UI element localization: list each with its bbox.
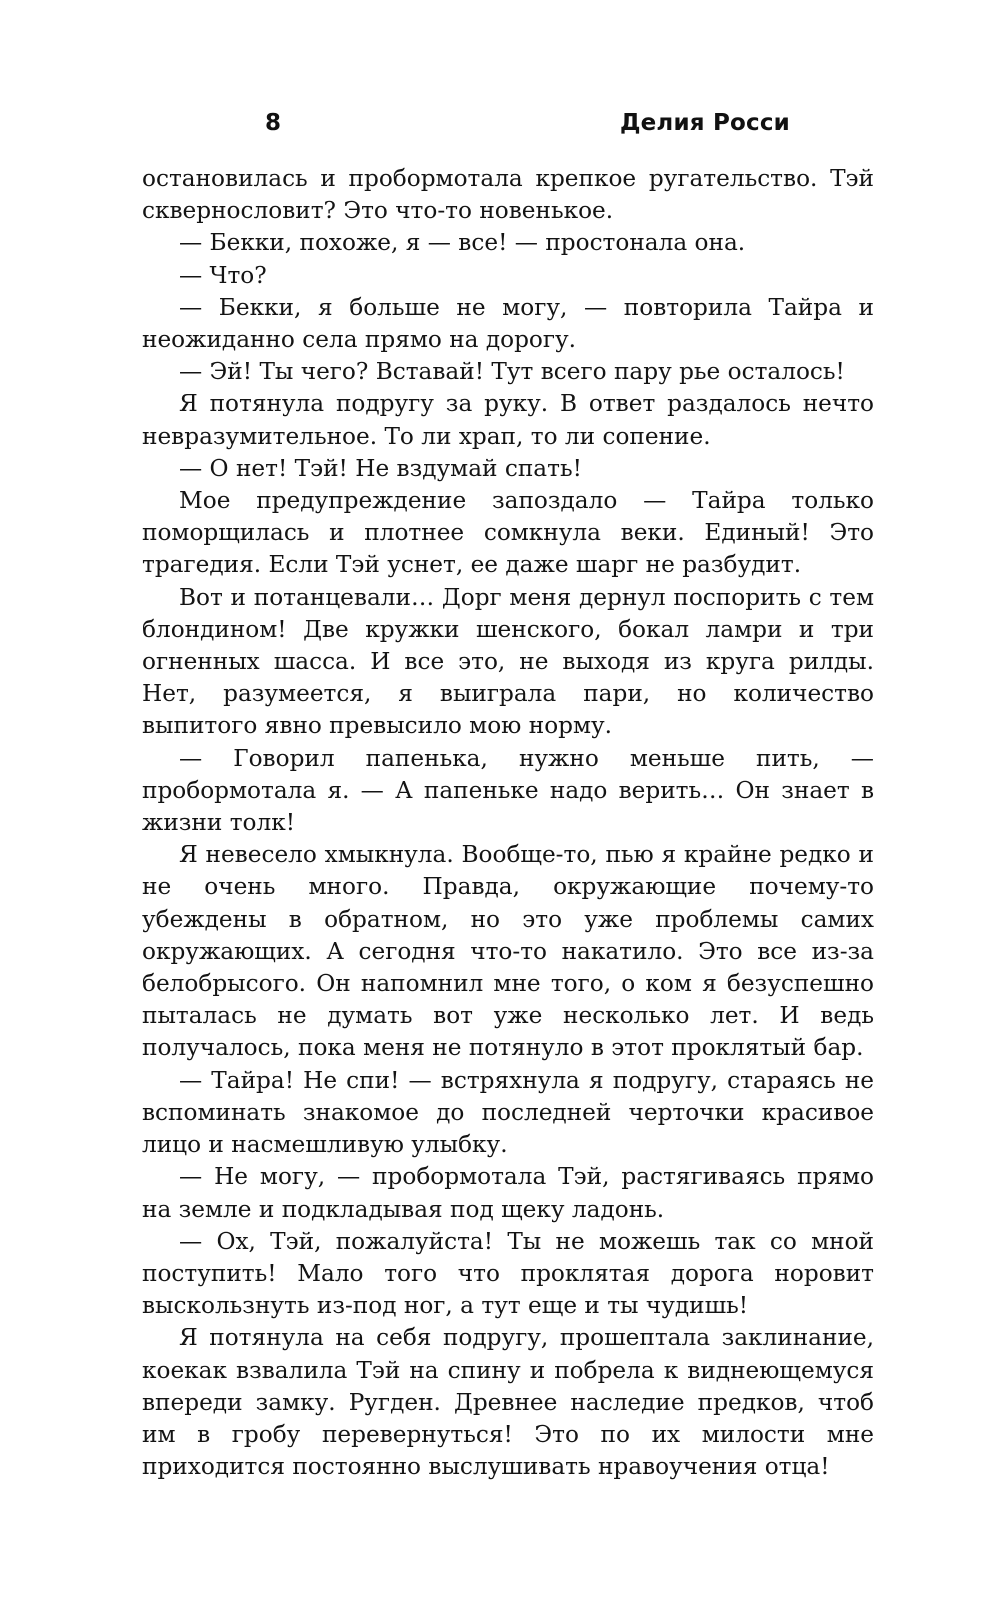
paragraph: Я невесело хмыкнула. Вообще-то, пью я крайне редко и не очень много. Правда, окружающие почему-то убеждены в обратном, но это уже проблемы самих окружающих. А сегодня что-то накатило. Это все из-за белобрысого. Он напомнил мне того, о ком я безуспешно пыталась не думать вот уже несколько лет. И ведь получалось, пока меня не потянуло в этот проклятый бар. <box>142 841 874 1062</box>
paragraph: Мое предупреждение запоздало — Тайра только поморщилась и плотнее сомкнула веки. Единый! Это трагедия. Если Тэй уснет, ее даже шарг не разбудит. <box>142 487 874 579</box>
paragraph: — Говорил папенька, нужно меньше пить, — пробормотала я. — А папеньке надо верить… Он знает в жизни толк! <box>142 744 874 837</box>
paragraph: — О нет! Тэй! Не вздумай спать! <box>179 454 582 482</box>
paragraph: Вот и потанцевали… Дорг меня дернул поспорить с тем блондином! Две кружки шенского, бокал ламри и три огненных шасса. И все это, не выходя из круга рилды. Нет, разумеется, я выиграла пари, но количество выпитого явно превысило мою норму. <box>142 583 874 740</box>
paragraph: Я потянула подругу за руку. В ответ раздалось нечто невразумительное. То ли храп, то ли сопение. <box>142 390 874 450</box>
page-number: 8 <box>265 110 282 136</box>
book-author: Делия Росси <box>619 110 790 136</box>
paragraph: — Не могу, — пробормотала Тэй, растягиваясь прямо на земле и подкладывая под щеку ладонь. <box>142 1163 874 1223</box>
paragraph: — Эй! Ты чего? Вставай! Тут всего пару рье осталось! <box>179 358 845 386</box>
body-text <box>142 163 874 1483</box>
paragraph: — Что? <box>179 261 267 289</box>
paragraph: — Тайра! Не спи! — встряхнула я подругу, стараясь не вспоминать знакомое до последней черточки красивое лицо и насмешливую улыбку. <box>142 1066 874 1159</box>
running-header <box>265 104 790 144</box>
paragraph: Я потянула на себя подругу, прошептала заклинание, коекак взвалила Тэй на спину и побрела к виднеющемуся впереди замку. Ругден. Древнее наследие предков, чтоб им в гробу перевернуться! Это по их милости мне приходится постоянно выслушивать нравоучения отца! <box>142 1324 874 1481</box>
paragraph: — Бекки, я больше не могу, — повторила Тайра и неожиданно села прямо на дорогу. <box>142 293 874 354</box>
paragraph: остановилась и пробормотала крепкое ругательство. Тэй сквернословит? Это что-то новенькое. <box>142 165 874 225</box>
paragraph: — Ох, Тэй, пожалуйста! Ты не можешь так со мной поступить! Мало того что проклятая дорога норовит выскользнуть из-под ног, а тут еще и ты чудишь! <box>142 1227 874 1320</box>
paragraph: — Бекки, похоже, я — все! — простонала она. <box>179 229 746 257</box>
